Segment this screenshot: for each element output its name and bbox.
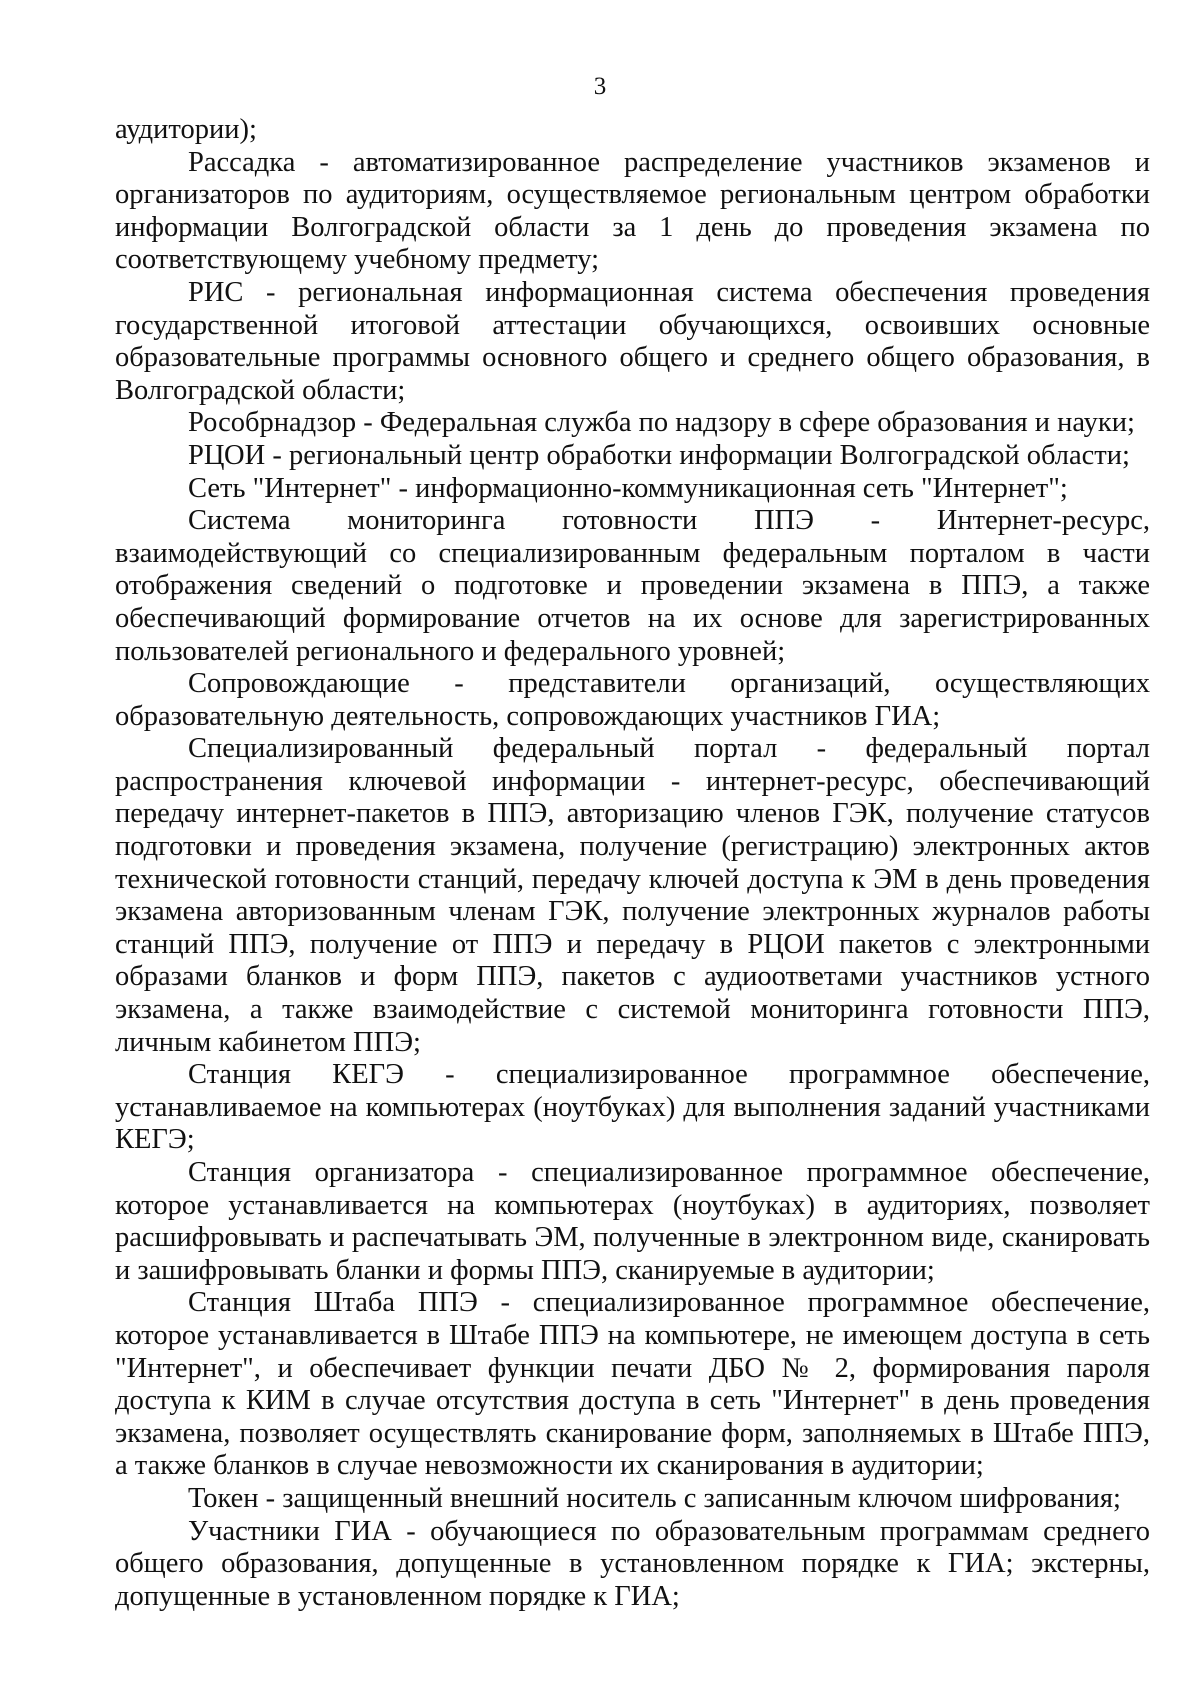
paragraph-token: Токен - защищенный внешний носитель с записанным ключом шифрования; xyxy=(188,1482,1121,1514)
paragraph-ris: РИС - региональная информационная система обеспечения проведения государственной итоговой аттестации обучающихся, освоивших основные образовательные программы основного общего и среднего общего образования, в Волгоградской области; xyxy=(115,276,1150,406)
paragraph-federal-portal: Специализированный федеральный портал - федеральный портал распространения ключевой информации - интернет-ресурс, обеспечивающий передачу интернет-пакетов в ППЭ, авторизацию членов ГЭК, получение статусов подготовки и проведения экзамена, получение (регистрацию) электронных актов технической готовности станций, передачу ключей доступа к ЭМ в день проведения экзамена авторизованным членам ГЭК, получение электронных журналов работы станций ППЭ, получение от ППЭ и передачу в РЦОИ пакетов с электронными образами бланков и форм ППЭ, пакетов с аудиоответами участников устного экзамена, а также взаимодействие с системой мониторинга готовности ППЭ, личным кабинетом ППЭ; xyxy=(115,733,1150,1058)
paragraph-continuation: аудитории); xyxy=(115,114,257,145)
paragraph-rosobrnadzor: Рособрнадзор - Федеральная служба по надзору в сфере образования и науки; xyxy=(188,407,1135,439)
page-number: 3 xyxy=(593,73,607,100)
paragraph-rcoi: РЦОИ - региональный центр обработки информации Волгоградской области; xyxy=(188,439,1130,471)
paragraph-station-kege: Станция КЕГЭ - специализированное программное обеспечение, устанавливаемое на компьютерах (ноутбуках) для выполнения заданий участниками КЕГЭ; xyxy=(115,1059,1150,1156)
paragraph-soprovozhdayushchie: Сопровождающие - представители организаций, осуществляющих образовательную деятельность, сопровождающих участников ГИА; xyxy=(115,668,1150,732)
paragraph-station-hq: Станция Штаба ППЭ - специализированное программное обеспечение, которое устанавливается в Штабе ППЭ на компьютере, не имеющем доступа в сеть "Интернет", и обеспечивает функции печати ДБО № 2, формирования пароля доступа к КИМ в случае отсутствия доступа в сеть "Интернет" в день проведения экзамена, позволяет осуществлять сканирование форм, заполняемых в Штабе ППЭ, а также бланков в случае невозможности их сканирования в аудитории; xyxy=(115,1287,1150,1482)
paragraph-station-organizer: Станция организатора - специализированное программное обеспечение, которое устанавливается на компьютерах (ноутбуках) в аудиториях, позволяет расшифровывать и распечатывать ЭМ, полученные в электронном виде, сканировать и зашифровывать бланки и формы ППЭ, сканируемые в аудитории; xyxy=(115,1157,1150,1286)
paragraph-participants: Участники ГИА - обучающиеся по образовательным программам среднего общего образования, допущенные в установленном порядке к ГИА; экстерны, допущенные в установленном порядке к ГИА; xyxy=(115,1515,1150,1612)
paragraph-internet: Сеть "Интернет" - информационно-коммуникационная сеть "Интернет"; xyxy=(188,472,1068,504)
paragraph-monitoring-system: Система мониторинга готовности ППЭ - Интернет-ресурс, взаимодействующий со специализированным федеральным порталом в части отображения сведений о подготовке и проведении экзамена в ППЭ, а также обеспечивающий формирование отчетов на их основе для зарегистрированных пользователей регионального и федерального уровней; xyxy=(115,505,1150,667)
paragraph-rassadka: Рассадка - автоматизированное распределение участников экзаменов и организаторов по аудиториям, осуществляемое региональным центром обработки информации Волгоградской области за 1 день до проведения экзамена по соответствующему учебному предмету; xyxy=(115,146,1150,276)
document-body xyxy=(115,114,1150,1613)
